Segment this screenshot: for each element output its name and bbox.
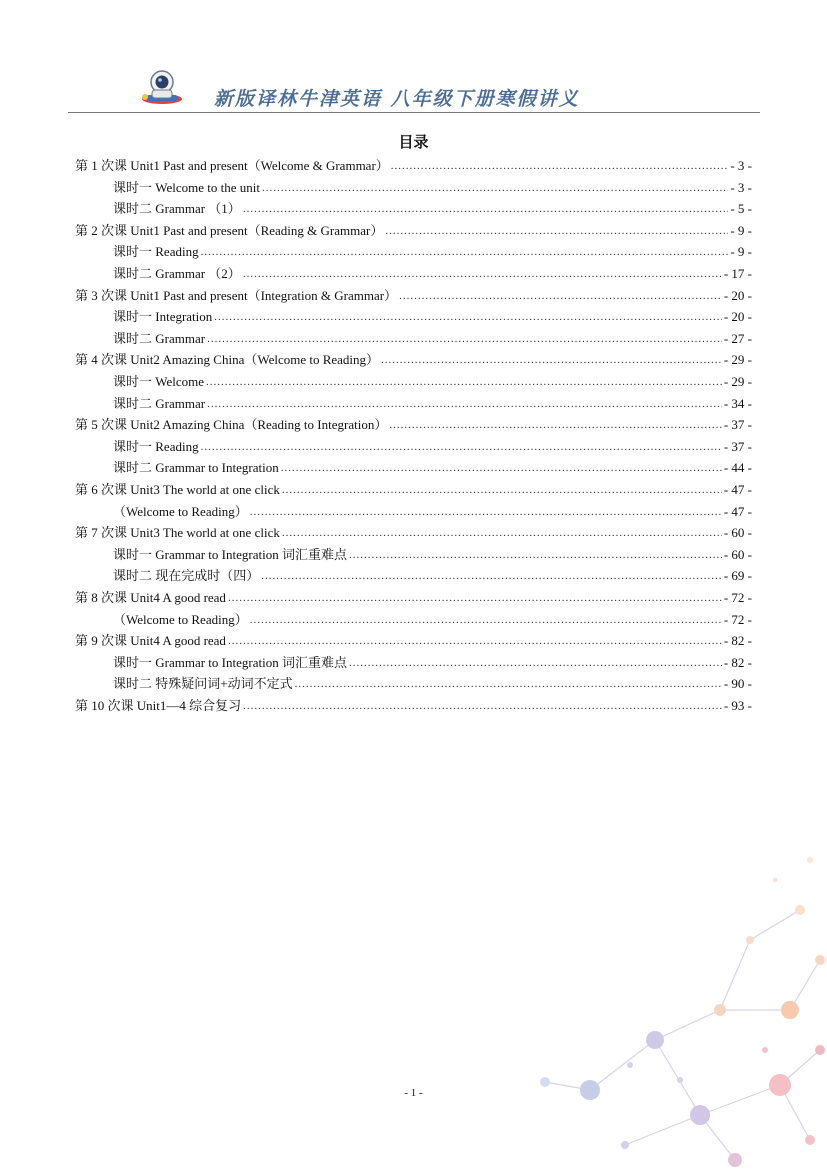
toc-entry-page: - 3 -	[730, 179, 752, 195]
toc-title: 目录	[398, 133, 429, 151]
toc-sub-entry[interactable]	[113, 543, 752, 563]
page-number: - 1 -	[404, 1087, 423, 1099]
toc-dot-leader	[282, 525, 722, 541]
toc-entry-page: - 9 -	[730, 222, 752, 238]
toc-entry-label: 第 10 次课 Unit1—4 综合复习	[75, 698, 242, 713]
toc-entry-label: 课时一 Welcome to the unit	[113, 179, 260, 195]
toc-dot-leader	[243, 201, 729, 217]
toc-lesson-entry[interactable]	[75, 478, 752, 498]
toc-entry-page: - 5 -	[730, 201, 752, 217]
toc-sub-entry[interactable]	[113, 456, 752, 476]
toc-dot-leader	[391, 158, 729, 174]
toc-entry-label: 课时二 Grammar （1）	[113, 201, 241, 217]
toc-dot-leader	[250, 504, 722, 520]
toc-entry-label: 第 6 次课 Unit3 The world at one click	[75, 482, 280, 497]
toc-sub-entry[interactable]	[113, 500, 752, 520]
toc-entry-page: - 82 -	[723, 633, 752, 649]
page-header	[0, 0, 827, 118]
toc-entry-label: 课时一 Integration	[113, 309, 213, 325]
header-title: 新版译林牛津英语 八年级下册寒假讲义	[214, 88, 580, 110]
toc-sub-entry[interactable]	[113, 176, 752, 196]
toc-sub-entry[interactable]	[113, 564, 752, 584]
toc-entry-label: 课时一 Welcome	[113, 374, 205, 389]
toc-dot-leader	[389, 417, 722, 433]
toc-entry-page: - 90 -	[723, 676, 752, 692]
toc-lesson-entry[interactable]	[75, 694, 752, 714]
toc-dot-leader	[207, 331, 722, 347]
toc-entry-label: 课时二 特殊疑问词+动词不定式	[113, 676, 293, 692]
toc-dot-leader	[399, 288, 722, 304]
toc-entry-page: - 29 -	[723, 374, 752, 389]
toc-entry-label: 课时二 Grammar	[113, 330, 206, 346]
toc-entry-label: 课时一 Reading	[113, 438, 199, 454]
toc-lesson-entry[interactable]	[75, 629, 752, 649]
toc-entry-label: 课时二 Grammar to Integration	[113, 460, 279, 476]
toc-entry-page: - 44 -	[723, 460, 752, 476]
toc-dot-leader	[201, 244, 729, 260]
toc-sub-entry[interactable]	[113, 197, 752, 217]
toc-entry-label: 课时一 Reading	[113, 244, 199, 260]
toc-entry-page: - 3 -	[730, 158, 752, 173]
toc-dot-leader	[261, 568, 722, 584]
toc-sub-entry[interactable]	[113, 305, 752, 325]
toc-entry-label: 第 4 次课 Unit2 Amazing China（Welcome to Reading）	[75, 352, 380, 368]
toc-dot-leader	[201, 439, 722, 455]
toc-lesson-entry[interactable]	[75, 348, 752, 368]
toc-entry-page: - 37 -	[723, 417, 752, 433]
toc-dot-leader	[349, 655, 722, 671]
molecule-decoration-icon	[520, 820, 827, 1169]
toc-entry-page: - 93 -	[723, 698, 752, 713]
toc-entry-label: 课时二 Grammar	[113, 395, 206, 411]
toc-sub-entry[interactable]	[113, 240, 752, 260]
toc-entry-label: 第 9 次课 Unit4 A good read	[75, 633, 226, 649]
toc-sub-entry[interactable]	[113, 435, 752, 455]
toc-entry-label: （Welcome to Reading）	[113, 503, 248, 519]
toc-lesson-entry[interactable]	[75, 586, 752, 606]
toc-sub-entry[interactable]	[113, 370, 752, 390]
toc-lesson-entry[interactable]	[75, 284, 752, 304]
toc-entry-label: 课时二 现在完成时（四）	[113, 568, 260, 584]
toc-entry-page: - 27 -	[723, 330, 752, 346]
toc-sub-entry[interactable]	[113, 608, 752, 628]
toc-dot-leader	[243, 698, 722, 714]
toc-dot-leader	[381, 352, 722, 368]
toc-entry-page: - 69 -	[723, 568, 752, 584]
toc-entry-page: - 37 -	[723, 438, 752, 454]
toc-entry-page: - 20 -	[723, 287, 752, 303]
toc-entry-label: 第 2 次课 Unit1 Past and present（Reading & Grammar）	[75, 222, 384, 238]
toc-entry-label: （Welcome to Reading）	[113, 611, 248, 627]
toc-sub-entry[interactable]	[113, 672, 752, 692]
toc-dot-leader	[214, 309, 722, 325]
toc-entry-page: - 9 -	[730, 244, 752, 260]
toc-entry-page: - 34 -	[723, 395, 752, 411]
toc-entry-label: 第 3 次课 Unit1 Past and present（Integration & Grammar）	[75, 287, 398, 303]
toc-entry-page: - 29 -	[723, 352, 752, 368]
toc-dot-leader	[295, 676, 722, 692]
toc-entry-page: - 20 -	[723, 309, 752, 325]
toc-sub-entry[interactable]	[113, 262, 752, 282]
toc-dot-leader	[243, 266, 722, 282]
toc-lesson-entry[interactable]	[75, 521, 752, 541]
toc-dot-leader	[228, 590, 722, 606]
toc-entry-label: 第 1 次课 Unit1 Past and present（Welcome & Grammar）	[75, 158, 389, 173]
toc-entry-label: 课时一 Grammar to Integration 词汇重难点	[113, 546, 347, 562]
toc-dot-leader	[262, 180, 728, 196]
toc-dot-leader	[206, 374, 722, 390]
toc-entry-page: - 17 -	[723, 266, 752, 281]
toc-entry-label: 课时一 Grammar to Integration 词汇重难点	[113, 654, 347, 670]
toc-entry-page: - 47 -	[723, 503, 752, 519]
toc-entry-page: - 72 -	[723, 590, 752, 605]
toc-dot-leader	[385, 223, 728, 239]
toc-dot-leader	[281, 460, 722, 476]
toc-lesson-entry[interactable]	[75, 413, 752, 433]
toc-entry-page: - 82 -	[723, 654, 752, 670]
toc-dot-leader	[282, 482, 722, 498]
toc-entry-label: 第 8 次课 Unit4 A good read	[75, 590, 226, 605]
toc-entry-page: - 60 -	[723, 546, 752, 562]
toc-sub-entry[interactable]	[113, 327, 752, 347]
astronaut-mascot-icon	[140, 68, 184, 106]
toc-lesson-entry[interactable]	[75, 219, 752, 239]
toc-entry-label: 课时二 Grammar （2）	[113, 266, 241, 281]
toc-dot-leader	[250, 612, 722, 628]
toc-lesson-entry[interactable]	[75, 154, 752, 174]
toc-entry-page: - 72 -	[723, 611, 752, 627]
toc-entry-label: 第 7 次课 Unit3 The world at one click	[75, 525, 280, 541]
toc-dot-leader	[349, 547, 722, 563]
toc-entry-page: - 60 -	[723, 525, 752, 541]
toc-sub-entry[interactable]	[113, 651, 752, 671]
toc-dot-leader	[228, 633, 722, 649]
toc-sub-entry[interactable]	[113, 392, 752, 412]
header-divider	[68, 112, 760, 113]
toc-dot-leader	[207, 396, 722, 412]
toc-entry-page: - 47 -	[723, 482, 752, 497]
toc-entry-label: 第 5 次课 Unit2 Amazing China（Reading to Integration）	[75, 417, 388, 433]
